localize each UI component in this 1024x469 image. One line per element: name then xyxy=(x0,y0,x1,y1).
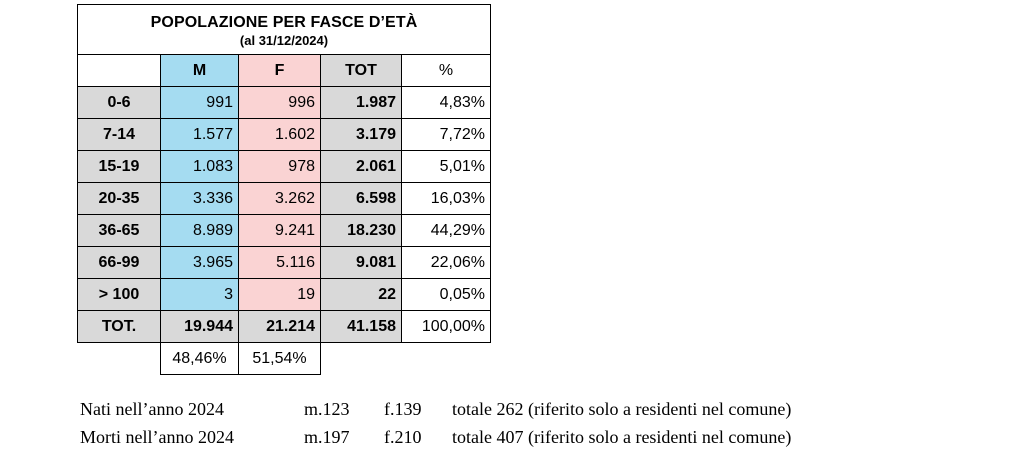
header-total: TOT xyxy=(321,55,402,87)
deaths-label: Morti nell’anno 2024 xyxy=(80,427,234,447)
male-share: 48,46% xyxy=(161,343,239,375)
population-table xyxy=(77,4,491,375)
header-female: F xyxy=(239,55,321,87)
births-male: m.123 xyxy=(304,399,350,419)
male-count: 3.336 xyxy=(161,183,239,215)
header-percent: % xyxy=(402,55,491,87)
deaths-female: f.210 xyxy=(384,427,422,447)
header-male: M xyxy=(161,55,239,87)
male-count: 1.577 xyxy=(161,119,239,151)
table-row xyxy=(78,151,491,183)
total-count: 3.179 xyxy=(321,119,402,151)
header-row xyxy=(78,55,491,87)
male-count: 3.965 xyxy=(161,247,239,279)
age-range-label: 0-6 xyxy=(78,87,161,119)
male-count: 3 xyxy=(161,279,239,311)
age-range-label: 20-35 xyxy=(78,183,161,215)
age-range-label: 15-19 xyxy=(78,151,161,183)
male-total: 19.944 xyxy=(161,311,239,343)
grand-total: 41.158 xyxy=(321,311,402,343)
percent-value: 22,06% xyxy=(402,247,491,279)
share-spacer xyxy=(321,343,402,375)
percent-value: 4,83% xyxy=(402,87,491,119)
female-count: 1.602 xyxy=(239,119,321,151)
table-row xyxy=(78,87,491,119)
share-spacer xyxy=(78,343,161,375)
total-count: 22 xyxy=(321,279,402,311)
female-total: 21.214 xyxy=(239,311,321,343)
age-range-label: 36-65 xyxy=(78,215,161,247)
male-count: 1.083 xyxy=(161,151,239,183)
births-total: totale 262 (riferito solo a residenti nel comune) xyxy=(452,399,792,419)
male-count: 8.989 xyxy=(161,215,239,247)
total-count: 9.081 xyxy=(321,247,402,279)
births-female: f.139 xyxy=(384,399,422,419)
header-corner xyxy=(78,55,161,87)
table-row xyxy=(78,119,491,151)
female-count: 5.116 xyxy=(239,247,321,279)
male-count: 991 xyxy=(161,87,239,119)
percent-value: 16,03% xyxy=(402,183,491,215)
female-count: 9.241 xyxy=(239,215,321,247)
percent-value: 5,01% xyxy=(402,151,491,183)
table-subtitle: (al 31/12/2024) xyxy=(239,32,329,48)
table-title: POPOLAZIONE PER FASCE D’ETÀ xyxy=(150,13,418,31)
female-count: 19 xyxy=(239,279,321,311)
percent-value: 44,29% xyxy=(402,215,491,247)
births-label: Nati nell’anno 2024 xyxy=(80,399,224,419)
total-row xyxy=(78,311,491,343)
share-spacer xyxy=(402,343,491,375)
percent-value: 7,72% xyxy=(402,119,491,151)
total-count: 6.598 xyxy=(321,183,402,215)
female-count: 996 xyxy=(239,87,321,119)
age-range-label: 7-14 xyxy=(78,119,161,151)
table-row xyxy=(78,215,491,247)
percent-value: 0,05% xyxy=(402,279,491,311)
female-share: 51,54% xyxy=(239,343,321,375)
total-count: 2.061 xyxy=(321,151,402,183)
total-label: TOT. xyxy=(78,311,161,343)
female-count: 978 xyxy=(239,151,321,183)
table-row xyxy=(78,183,491,215)
age-range-label: > 100 xyxy=(78,279,161,311)
deaths-male: m.197 xyxy=(304,427,350,447)
share-row xyxy=(78,343,491,375)
total-count: 18.230 xyxy=(321,215,402,247)
age-range-label: 66-99 xyxy=(78,247,161,279)
female-count: 3.262 xyxy=(239,183,321,215)
deaths-total: totale 407 (riferito solo a residenti nel comune) xyxy=(452,427,792,447)
title-row xyxy=(78,5,491,55)
total-percent: 100,00% xyxy=(402,311,491,343)
table-row xyxy=(78,279,491,311)
table-title-cell xyxy=(78,5,491,55)
total-count: 1.987 xyxy=(321,87,402,119)
table-row xyxy=(78,247,491,279)
